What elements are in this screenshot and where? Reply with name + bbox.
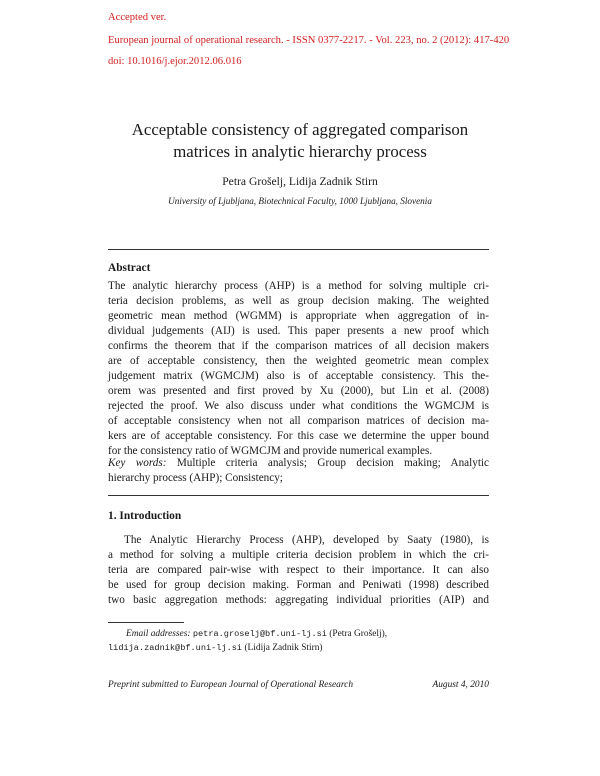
email-2-name: (Lidija Zadnik Stirn) <box>244 643 323 653</box>
abstract-line: are of acceptable consistency, then the weighted geometric mean complex <box>108 355 489 367</box>
abstract-line: confirms the theorem that if the comparison matrices of all decision makers <box>108 340 489 352</box>
abstract-line: The analytic hierarchy process (AHP) is a method for solving multiple cri- <box>108 280 489 292</box>
abstract-line: for the consistency ratio of WGMCJM and provide numerical examples. <box>108 445 433 457</box>
keywords <box>108 456 489 486</box>
email-1[interactable]: petra.groselj@bf.uni-lj.si <box>192 629 327 639</box>
intro-line: be used for group decision making. Forman and Peniwati (1998) described <box>108 579 489 591</box>
intro-line: The Analytic Hierarchy Process (AHP), developed by Saaty (1980), is <box>124 534 489 546</box>
abstract-line: rejected the proof. We also discuss under what conditions the WGMCJM is <box>108 400 489 412</box>
journal-citation: European journal of operational research. - ISSN 0377-2217. - Vol. 223, no. 2 (2012): 417-420 <box>108 35 510 46</box>
title-line-1: Acceptable consistency of aggregated comparison <box>131 120 469 139</box>
abstract-line: judgement matrix (WGMCJM) also is of acceptable consistency. This the- <box>108 370 489 382</box>
intro-line: teria are compared pair-wise with respect to their importance. It can also <box>108 564 489 576</box>
email-2[interactable]: lidija.zadnik@bf.uni-lj.si <box>108 643 243 653</box>
abstract-line: teria decision problems, as well as group decision making. The weighted <box>108 295 489 307</box>
rule-bottom <box>108 495 489 496</box>
footer-date: August 4, 2010 <box>432 680 489 690</box>
keywords-line-2: hierarchy process (AHP); Consistency; <box>108 472 283 484</box>
paper-title <box>100 119 500 163</box>
abstract-heading: Abstract <box>108 262 151 274</box>
keywords-line-1: Multiple criteria analysis; Group decision making; Analytic <box>176 457 490 469</box>
intro-body <box>108 533 489 608</box>
footnote <box>108 627 489 655</box>
abstract-line: kers are of acceptable consistency. For this case we determine the upper bound <box>108 430 489 442</box>
authors: Petra Grošelj, Lidija Zadnik Stirn <box>222 175 378 188</box>
abstract-line: geometric mean method (WGMM) is appropriate when aggregation of in- <box>108 310 489 322</box>
abstract-line: orem was presented and first proved by Xu (2000), but Lin et al. (2008) <box>108 385 489 397</box>
preprint-note: Preprint submitted to European Journal of Operational Research <box>108 680 354 690</box>
footnote-rule <box>108 622 184 623</box>
intro-line: two basic aggregation methods: aggregating individual priorities (AIP) and <box>108 594 489 606</box>
abstract-body <box>108 279 489 459</box>
intro-heading: 1. Introduction <box>108 510 182 522</box>
affiliation: University of Ljubljana, Biotechnical Faculty, 1000 Ljubljana, Slovenia <box>168 196 432 206</box>
footnote-label: Email addresses: <box>126 629 191 639</box>
intro-line: a method for solving a multiple criteria decision problem in which the cri- <box>108 549 489 561</box>
keywords-label: Key words: <box>108 457 167 469</box>
page-footer <box>108 680 489 690</box>
abstract-line: of acceptable consistency when not all comparison matrices of decision ma- <box>108 415 489 427</box>
title-line-2: matrices in analytic hierarchy process <box>173 142 427 161</box>
rule-top <box>108 249 489 250</box>
doi-link[interactable]: doi: 10.1016/j.ejor.2012.06.016 <box>108 56 242 67</box>
email-1-name: (Petra Grošelj), <box>329 629 388 639</box>
abstract-line: dividual judgements (AIJ) is used. This paper presents a new proof which <box>108 325 489 337</box>
accepted-label: Accepted ver. <box>108 12 167 23</box>
